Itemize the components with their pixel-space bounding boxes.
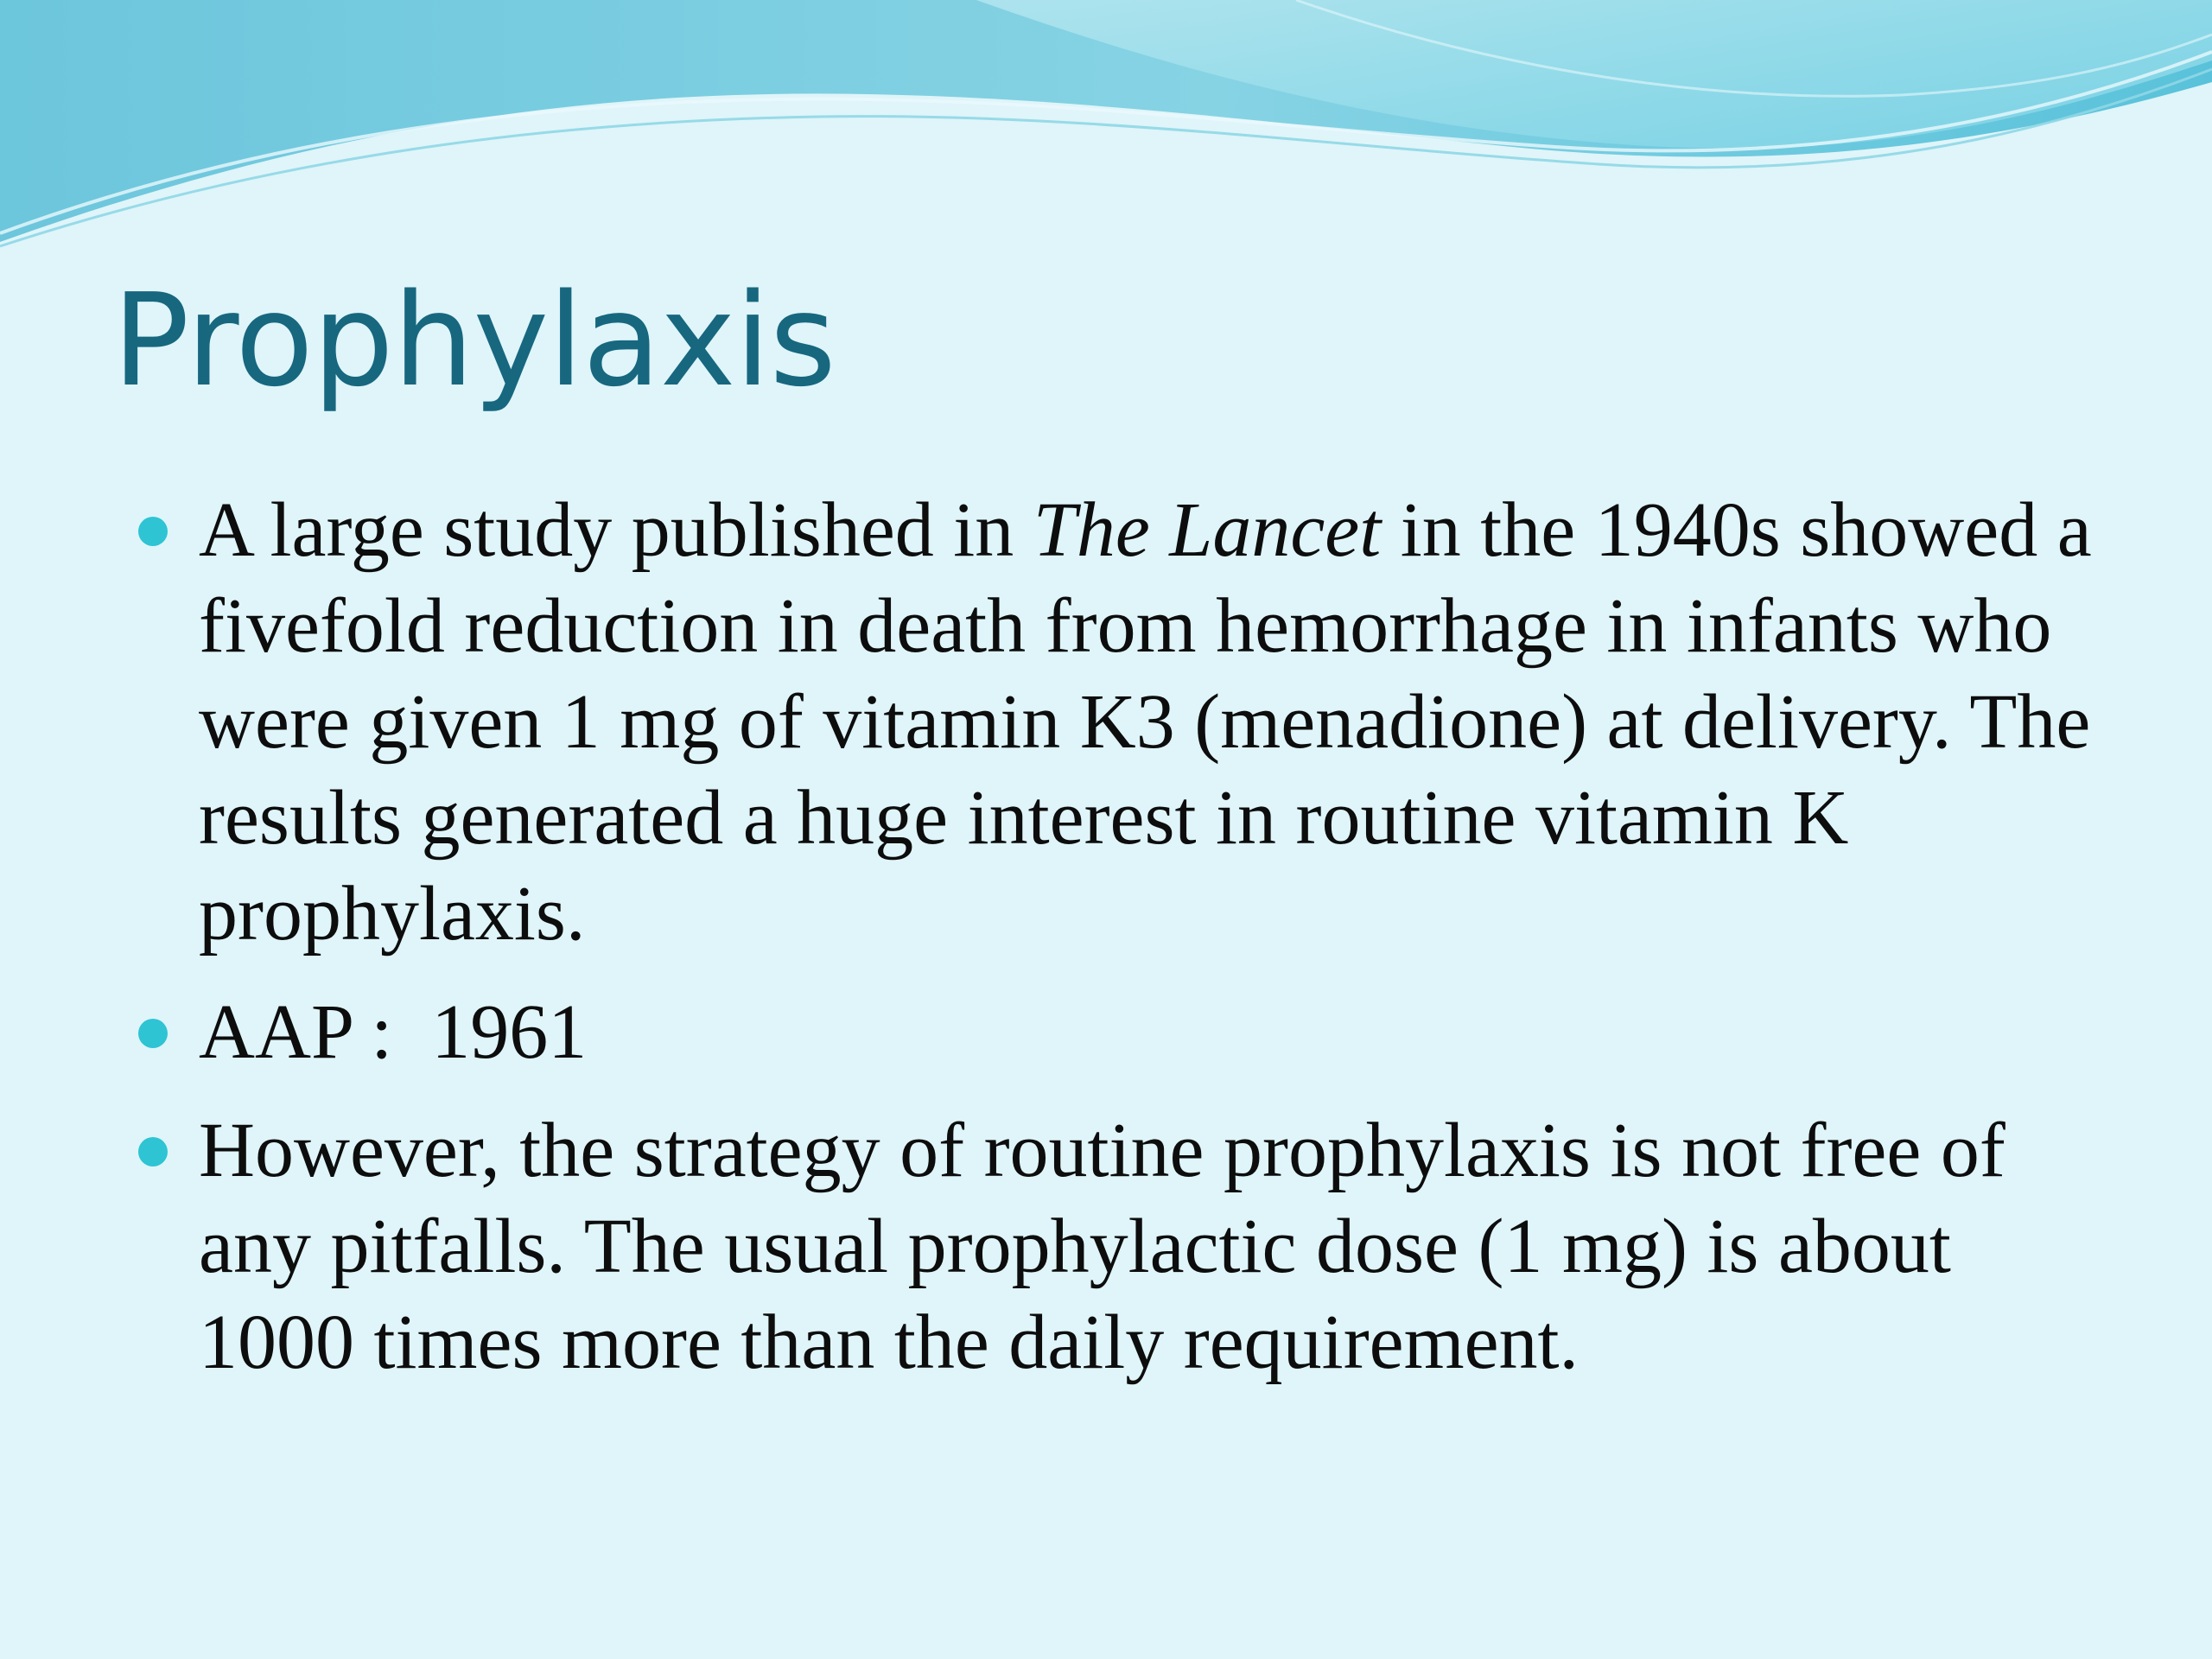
bullet-item	[138, 482, 2108, 962]
bullet-text-after: in the 1940s showed a fivefold reduction in death from hemorrhage in infants who were given 1 mg of vitamin K3 (menadione) at delivery. The results generated a huge interest in routine vitamin K prophylaxis.	[199, 487, 2092, 957]
bullet-item	[138, 1103, 2108, 1390]
bullet-dot-icon	[138, 1137, 168, 1166]
bullet-dot-icon	[138, 517, 168, 546]
header-wave-decoration	[0, 0, 2212, 259]
bullet-text-before: A large study published in	[199, 487, 1033, 573]
bullet-item	[138, 984, 2108, 1080]
bullet-text: However, the strategy of routine prophylaxis is not free of any pitfalls. The usual prophylactic dose (1 mg) is about 1000 times more than the daily requirement.	[199, 1108, 2005, 1385]
journal-name: The Lancet	[1033, 487, 1382, 573]
bullet-text: AAP : 1961	[199, 989, 588, 1075]
slide-title: Prophylaxis	[112, 266, 836, 415]
bullet-dot-icon	[138, 1019, 168, 1048]
bullet-list	[138, 482, 2108, 1413]
